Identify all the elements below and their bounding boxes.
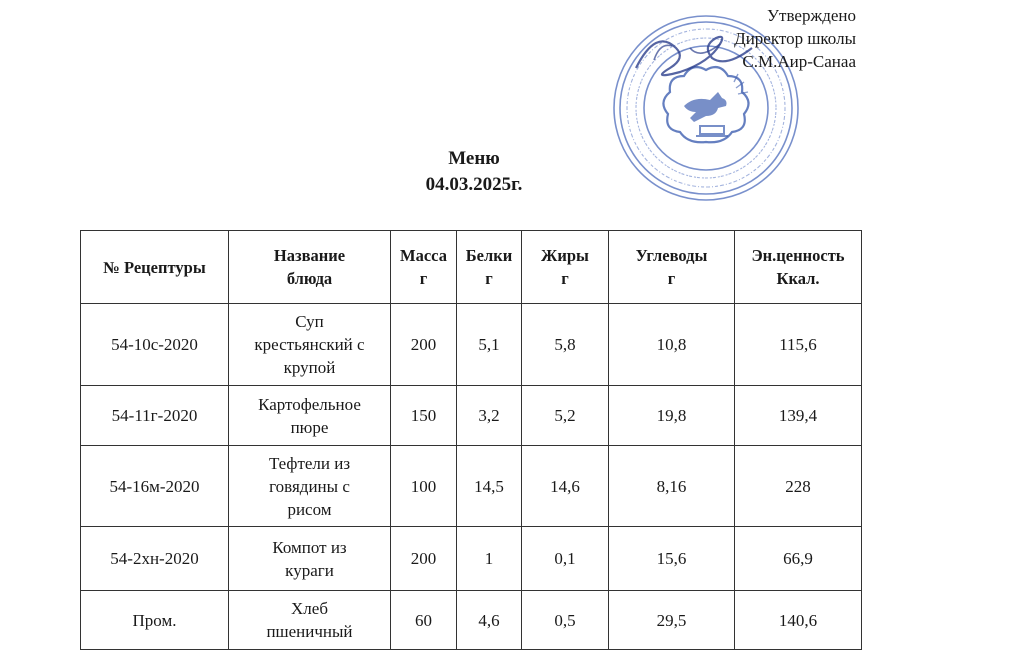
cell-energy: 115,6 [735,304,862,386]
col-header-protein: Белки г [457,231,522,304]
menu-title: Меню [448,148,500,169]
cell-recipe: 54-11г-2020 [81,386,229,446]
cell-energy: 228 [735,446,862,527]
cell-fat: 5,2 [522,386,609,446]
approval-label: Утверждено [767,6,856,25]
cell-carbs: 15,6 [609,527,735,591]
table-header-row [81,231,862,304]
cell-fat: 5,8 [522,304,609,386]
cell-fat: 0,5 [522,591,609,650]
col-header-carbs: Углеводы г [609,231,735,304]
cell-dish-name: Суп крестьянский с крупой [229,304,391,386]
col-header-fat: Жиры г [522,231,609,304]
approval-block [734,4,856,73]
cell-fat: 14,6 [522,446,609,527]
table-row [81,527,862,591]
cell-recipe: 54-16м-2020 [81,446,229,527]
cell-recipe: 54-2хн-2020 [81,527,229,591]
cell-carbs: 8,16 [609,446,735,527]
table-row [81,304,862,386]
cell-protein: 5,1 [457,304,522,386]
cell-carbs: 10,8 [609,304,735,386]
cell-fat: 0,1 [522,527,609,591]
cell-protein: 4,6 [457,591,522,650]
director-position: Директор школы [734,29,856,48]
cell-recipe: 54-10с-2020 [81,304,229,386]
cell-protein: 3,2 [457,386,522,446]
col-header-mass: Масса г [391,231,457,304]
cell-dish-name: Компот из кураги [229,527,391,591]
table-row [81,446,862,527]
cell-mass: 200 [391,527,457,591]
cell-mass: 60 [391,591,457,650]
cell-mass: 150 [391,386,457,446]
col-header-energy: Эн.ценность Ккал. [735,231,862,304]
cell-carbs: 29,5 [609,591,735,650]
cell-dish-name: Картофельное пюре [229,386,391,446]
cell-energy: 140,6 [735,591,862,650]
cell-carbs: 19,8 [609,386,735,446]
table-row [81,591,862,650]
table-row [81,386,862,446]
cell-recipe: Пром. [81,591,229,650]
page-title [0,146,948,198]
col-header-recipe: № Рецептуры [81,231,229,304]
menu-date: 04.03.2025г. [425,174,523,195]
menu-table [80,230,862,650]
cell-dish-name: Тефтели из говядины с рисом [229,446,391,527]
cell-energy: 139,4 [735,386,862,446]
col-header-name: Название блюда [229,231,391,304]
cell-protein: 14,5 [457,446,522,527]
cell-energy: 66,9 [735,527,862,591]
cell-mass: 200 [391,304,457,386]
cell-dish-name: Хлеб пшеничный [229,591,391,650]
director-name: С.М.Аир-Санаа [742,52,856,71]
cell-protein: 1 [457,527,522,591]
cell-mass: 100 [391,446,457,527]
